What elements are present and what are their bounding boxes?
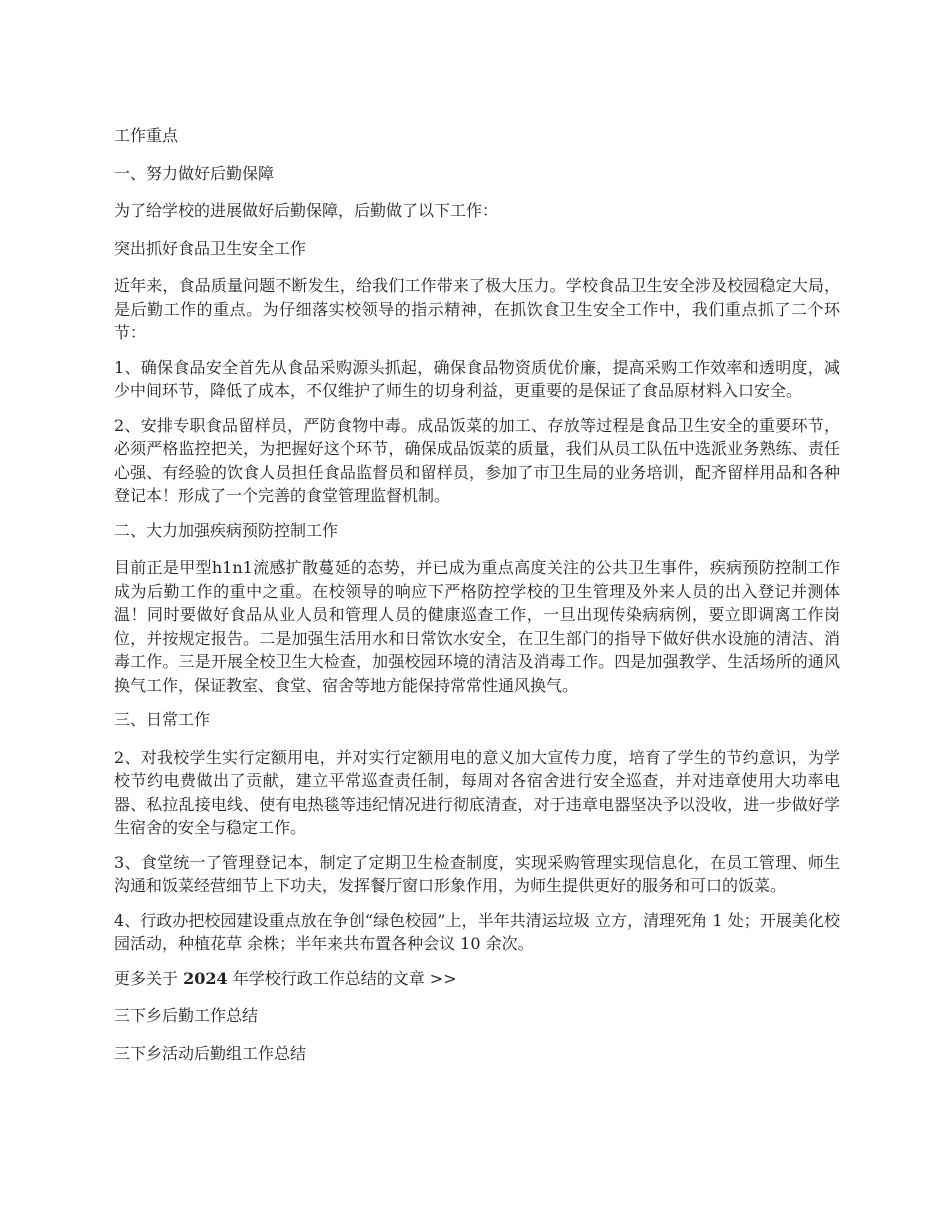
section1-paragraph-3: 2、安排专职食品留样员，严防食物中毒。成品饭菜的加工、存放等过程是食品卫生安全的重要环节，必须严格监控把关，为把握好这个环节，确保成品饭菜的质量，我们从员工队伍中选派业务熟练、责任心强、有经验的饮食人员担任食品监督员和留样员，参加了市卫生局的业务培训，配齐留样用品和各种登记本！形成了一个完善的食堂管理监督机制。 — [114, 415, 840, 505]
section3-heading: 三、日常工作 — [114, 710, 211, 729]
more-articles-suffix: 年学校行政工作总结的文章 >> — [227, 968, 457, 988]
section1-paragraph-1: 近年来，食品质量问题不断发生，给我们工作带来了极大压力。学校食品卫生安全涉及校园稳定大局，是后勤工作的重点。为仔细落实校领导的指示精神，在抓饮食卫生安全工作中，我们重点抓了二个环节： — [114, 276, 840, 342]
related-article-1[interactable]: 三下乡后勤工作总结 — [114, 1006, 259, 1025]
section3-paragraph-2: 3、食堂统一了管理登记本，制定了定期卫生检查制度，实现采购管理实现信息化，在员工管理、师生沟通和饭菜经营细节上下功夫，发挥餐厅窗口形象作用，为师生提供更好的服务和可口的饭菜。 — [114, 852, 840, 895]
section2-heading: 二、大力加强疾病预防控制工作 — [114, 520, 339, 540]
section1-heading: 一、努力做好后勤保障 — [114, 163, 275, 183]
more-articles-link[interactable] — [114, 967, 840, 991]
section1-intro: 为了给学校的进展做好后勤保障，后勤做了以下工作： — [114, 201, 499, 220]
more-articles-prefix: 更多关于 — [114, 968, 184, 988]
section2-paragraph-1: 目前正是甲型h1n1流感扩散蔓延的态势，并已成为重点高度关注的公共卫生事件，疾病预防控制工作成为后勤工作的重中之重。在校领导的响应下严格防控学校的卫生管理及外来人员的出入登记并测体温！同时要做好食品从业人员和管理人员的健康巡查工作，一旦出现传染病病例，要立即调离工作岗位，并按规定报告。二是加强生活用水和日常饮水安全，在卫生部门的指导下做好供水设施的清洁、消毒工作。三是开展全校卫生大检查，加强校园环境的清洁及消毒工作。四是加强教学、生活场所的通风换气工作，保证教室、食堂、宿舍等地方能保持常常性通风换气。 — [114, 558, 840, 695]
related-article-2[interactable]: 三下乡活动后勤组工作总结 — [114, 1043, 307, 1063]
section1-subheading: 突出抓好食品卫生安全工作 — [114, 238, 307, 258]
section1-paragraph-2: 1、确保食品安全首先从食品采购源头抓起，确保食品物资质优价廉，提高采购工作效率和透明度，减少中间环节，降低了成本，不仅维护了师生的切身利益，更重要的是保证了食品原材料入口安全。 — [114, 357, 840, 400]
section3-paragraph-1: 2、对我校学生实行定额用电，并对实行定额用电的意义加大宣传力度，培育了学生的节约意识，为学校节约电费做出了贡献，建立平常巡查责任制，每周对各宿舍进行安全巡查，并对违章使用大功率电器、私拉乱接电线、使有电热毯等违纪情况进行彻底清查，对于违章电器坚决予以没收，进一步做好学生宿舍的安全与稳定工作。 — [114, 747, 840, 837]
more-articles-year: 2024 — [183, 968, 228, 988]
document-body — [114, 124, 840, 1079]
document-title: 工作重点 — [114, 126, 179, 145]
section3-paragraph-3: 4、行政办把校园建设重点放在争创“绿色校园”上，半年共清运垃圾 立方，清理死角 1 处；开展美化校园活动，种植花草 余株；半年来共布置各种会议 10 余次。 — [114, 910, 840, 953]
